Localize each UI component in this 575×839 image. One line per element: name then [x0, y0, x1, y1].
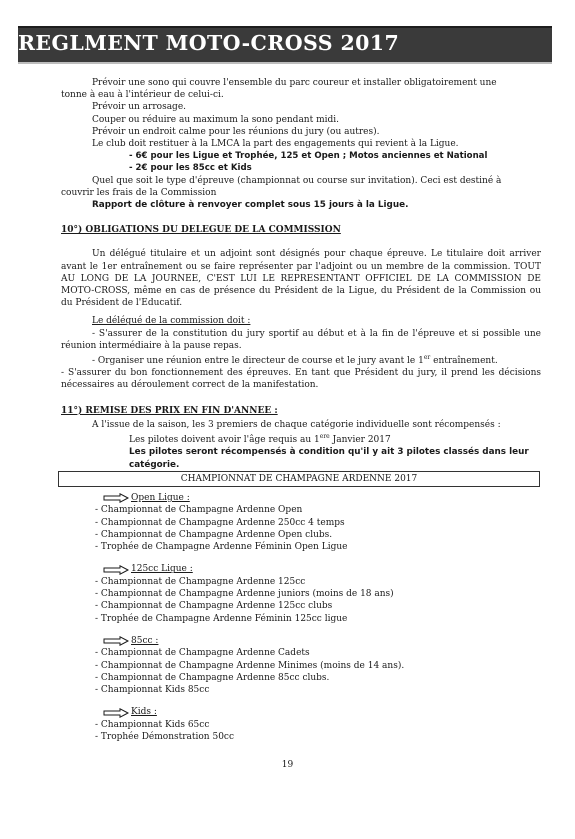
arrow-right-icon	[103, 565, 129, 575]
intro-line: couvrir les frais de la Commission	[61, 187, 217, 198]
intro-line: Le club doit restituer à la LMCA la part des engagements qui revient à la Ligue.	[92, 139, 459, 150]
delegate-duties-label: Le délégué de la commission doit :	[92, 316, 251, 327]
arrow-right-icon	[103, 493, 129, 503]
section-10-paragraph: Un délégué titulaire et un adjoint sont désignés pour chaque épreuve. Le titulaire doit arriver avant le 1er entraînement ou se faire représenter par l'adjoint ou un membre de la commission. TOUT AU LONG DE LA JOURNEE, C'EST LUI LE REPRESENTANT OFFICIEL DE LA COMMISSION DE MOTO-CROSS, même en cas de présence du Président de la Ligue, du Président de la Commission ou du Président de l'Educatif.	[61, 249, 541, 309]
category-heading	[95, 492, 535, 504]
awards-superscript: ere	[319, 433, 330, 441]
championship-item: - Championnat de Champagne Ardenne juniors (moins de 18 ans)	[95, 589, 394, 600]
awards-text-end: Janvier 2017	[329, 435, 391, 446]
report-note: Rapport de clôture à renvoyer complet sous 15 jours à la Ligue.	[92, 200, 409, 211]
duty-item	[61, 352, 541, 367]
awards-condition: Les pilotes seront récompensés à condition qu'il y ait 3 pilotes classés dans leur catégorie.	[129, 447, 529, 470]
awards-line	[61, 431, 541, 446]
championship-item: - Championnat de Champagne Ardenne Minimes (moins de 14 ans).	[95, 660, 405, 671]
intro-line: Prévoir un endroit calme pour les réunions du jury (ou autres).	[92, 126, 380, 137]
duty-text-end: entraînement.	[430, 356, 498, 367]
section-11-heading: 11°) REMISE DES PRIX EN FIN D'ANNEE :	[61, 405, 278, 416]
championship-title: CHAMPIONNAT DE CHAMPAGNE ARDENNE 2017	[180, 474, 418, 484]
championship-item: - Championnat de Champagne Ardenne 250cc 4 temps	[95, 517, 345, 528]
championship-list	[95, 492, 535, 743]
delegate-duties-heading	[61, 315, 541, 327]
championship-title-box	[58, 471, 540, 487]
intro-line: tonne à eau à l'intérieur de celui-ci.	[61, 90, 224, 101]
category-heading	[95, 635, 535, 647]
category-label: Kids :	[131, 707, 157, 718]
duty-text: - Organiser une réunion entre le directeur de course et le jury avant le 1	[92, 356, 424, 367]
awards-line: A l'issue de la saison, les 3 premiers de chaque catégorie individuelle sont récompensés :	[92, 419, 501, 430]
championship-item: - Championnat Kids 85cc	[95, 685, 210, 696]
duty-item: - S'assurer du bon fonctionnement des épreuves. En tant que Président du jury, il prend les décisions nécessaires au déroulement correct de la manifestation.	[61, 368, 541, 391]
category-heading	[95, 563, 535, 575]
title-banner	[18, 26, 552, 64]
category-label: Open Ligue :	[131, 493, 190, 503]
intro-line: Couper ou réduire au maximum la sono pendant midi.	[92, 114, 339, 125]
championship-item: - Championnat de Champagne Ardenne 125cc	[95, 576, 306, 587]
category-label: 85cc :	[131, 635, 159, 646]
arrow-right-icon	[103, 636, 129, 646]
championship-item: - Trophée de Champagne Ardenne Féminin 125cc ligue	[95, 613, 348, 624]
fee-line: - 6€ pour les Ligue et Trophée, 125 et Open ; Motos anciennes et National	[129, 151, 488, 162]
main-content	[61, 77, 541, 471]
championship-item: - Championnat de Champagne Ardenne Open clubs.	[95, 529, 333, 540]
page-number: 19	[281, 760, 294, 770]
awards-text: Les pilotes doivent avoir l'âge requis au 1	[129, 435, 320, 446]
intro-line: Prévoir un arrosage.	[92, 102, 187, 113]
section-10-heading: 10°) OBLIGATIONS DU DELEGUE DE LA COMMISSION	[61, 225, 341, 236]
championship-item: - Championnat de Champagne Ardenne Cadets	[95, 648, 310, 659]
championship-item: - Championnat Kids 65cc	[95, 719, 210, 730]
championship-item: - Championnat de Champagne Ardenne Open	[95, 505, 303, 516]
intro-line: Quel que soit le type d'épreuve (championnat ou course sur invitation). Ceci est destiné à	[92, 175, 502, 186]
duty-item: - S'assurer de la constitution du jury sportif au début et à la fin de l'épreuve et si possible une réunion intermédiaire à la pause repas.	[61, 328, 541, 351]
arrow-right-icon	[103, 708, 129, 718]
page-title: REGLMENT MOTO-CROSS 2017	[18, 31, 400, 55]
intro-line: Prévoir une sono qui couvre l'ensemble du parc coureur et installer obligatoirement une	[92, 78, 497, 88]
category-heading	[95, 706, 535, 718]
championship-item: - Championnat de Champagne Ardenne 125cc clubs	[95, 601, 333, 612]
fee-line: - 2€ pour les 85cc et Kids	[129, 163, 252, 174]
championship-item: - Championnat de Champagne Ardenne 85cc clubs.	[95, 672, 330, 683]
duty-superscript: er	[423, 354, 431, 362]
championship-item: - Trophée Démonstration 50cc	[95, 732, 234, 743]
category-label: 125cc Ligue :	[131, 564, 193, 575]
championship-item: - Trophée de Champagne Ardenne Féminin Open Ligue	[95, 542, 348, 553]
